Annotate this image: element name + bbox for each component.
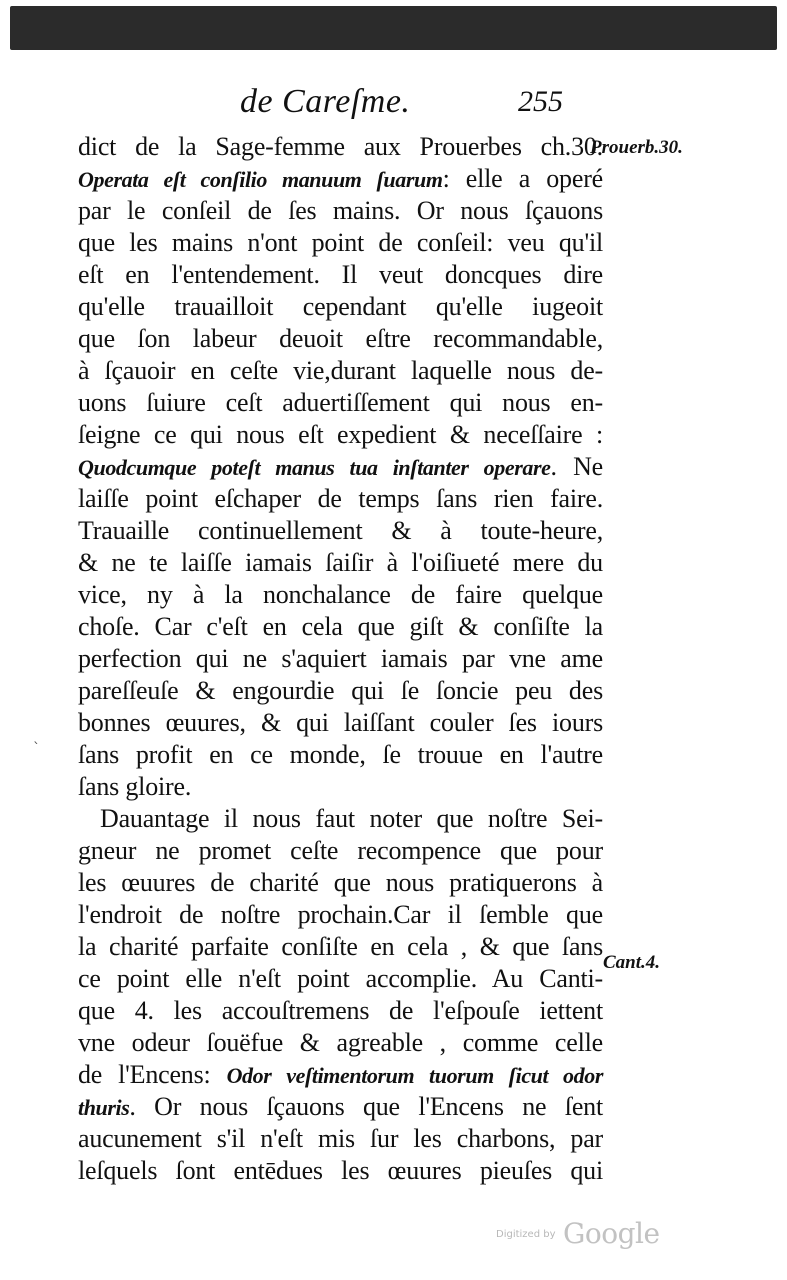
text-line: choſe. Car c'eſt en cela que giſt & conſiſte la — [78, 612, 603, 641]
body-text — [78, 131, 603, 1187]
text-line: aucunement s'il n'eſt mis ſur les charbons, par — [78, 1124, 603, 1153]
text-line: Trauaille continuellement & à toute-heure, — [78, 516, 603, 545]
text-line: bonnes œuures, & qui laiſſant couler ſes iours — [78, 708, 603, 737]
text-line: que ſon labeur deuoit eſtre recommandable, — [78, 324, 603, 353]
text-line: perfection qui ne s'aquiert iamais par vne ame — [78, 644, 603, 673]
text-line: dict de la Sage-femme aux Prouerbes ch.30. — [78, 132, 603, 161]
text-line: Quodcumque poteſt manus tua inſtanter operare. Ne — [78, 452, 603, 481]
text-line: que les mains n'ont point de conſeil: veu qu'il — [78, 228, 603, 257]
text-line: qu'elle trauailloit cependant qu'elle iugeoit — [78, 292, 603, 321]
text-line: vne odeur ſouëfue & agreable , comme celle — [78, 1028, 603, 1057]
text-line: par le conſeil de ſes mains. Or nous ſçauons — [78, 196, 603, 225]
text-line: de l'Encens: Odor veſtimentorum tuorum ſicut odor — [78, 1060, 603, 1089]
digitized-watermark — [496, 1217, 666, 1251]
watermark-logo-text: Google — [563, 1217, 660, 1250]
text-line: la charité parfaite conſiſte en cela , & que ſans — [78, 932, 603, 961]
text-line: gneur ne promet ceſte recompence que pour — [78, 836, 603, 865]
text-line: ſeigne ce qui nous eſt expedient & neceſſaire : — [78, 420, 603, 449]
margin-note-canticles: Cant.4. — [603, 952, 661, 973]
text-line: uons ſuiure ceſt aduertiſſement qui nous en- — [78, 388, 603, 417]
text-line: les œuures de charité que nous pratiquerons à — [78, 868, 603, 897]
text-line: l'endroit de noſtre prochain.Car il ſemble que — [78, 900, 603, 929]
stray-mark: ` — [33, 741, 40, 757]
text-line: ſans gloire. — [78, 772, 192, 801]
text-line: Dauantage il nous faut noter que noſtre Sei- — [100, 804, 603, 833]
text-line: vice, ny à la nonchalance de faire quelque — [78, 580, 603, 609]
watermark-small-text: Digitized by — [496, 1229, 556, 1240]
page-number: 255 — [518, 85, 563, 118]
text-line: eſt en l'entendement. Il veut doncques dire — [78, 260, 603, 289]
text-line: leſquels ſont entēdues les œuures pieuſes qui — [78, 1156, 603, 1185]
running-head — [240, 82, 600, 126]
text-line: laiſſe point eſchaper de temps ſans rien faire. — [78, 484, 603, 513]
margin-note-proverbs: Prouerb.30. — [590, 137, 683, 158]
text-line: ſans profit en ce monde, ſe trouue en l'autre — [78, 740, 603, 769]
text-line: thuris. Or nous ſçauons que l'Encens ne ſent — [78, 1092, 603, 1121]
running-head-title: de Careſme. — [240, 83, 411, 120]
text-line: à ſçauoir en ceſte vie,durant laquelle nous de- — [78, 356, 603, 385]
text-line: ce point elle n'eſt point accomplie. Au Canti- — [78, 964, 603, 993]
text-line: Operata eſt conſilio manuum ſuarum: elle a operé — [78, 164, 603, 193]
text-line: que 4. les accouſtremens de l'eſpouſe iettent — [78, 996, 603, 1025]
text-line: & ne te laiſſe iamais ſaiſir à l'oiſiueté mere du — [78, 548, 603, 577]
text-line: pareſſeuſe & engourdie qui ſe ſoncie peu des — [78, 676, 603, 705]
